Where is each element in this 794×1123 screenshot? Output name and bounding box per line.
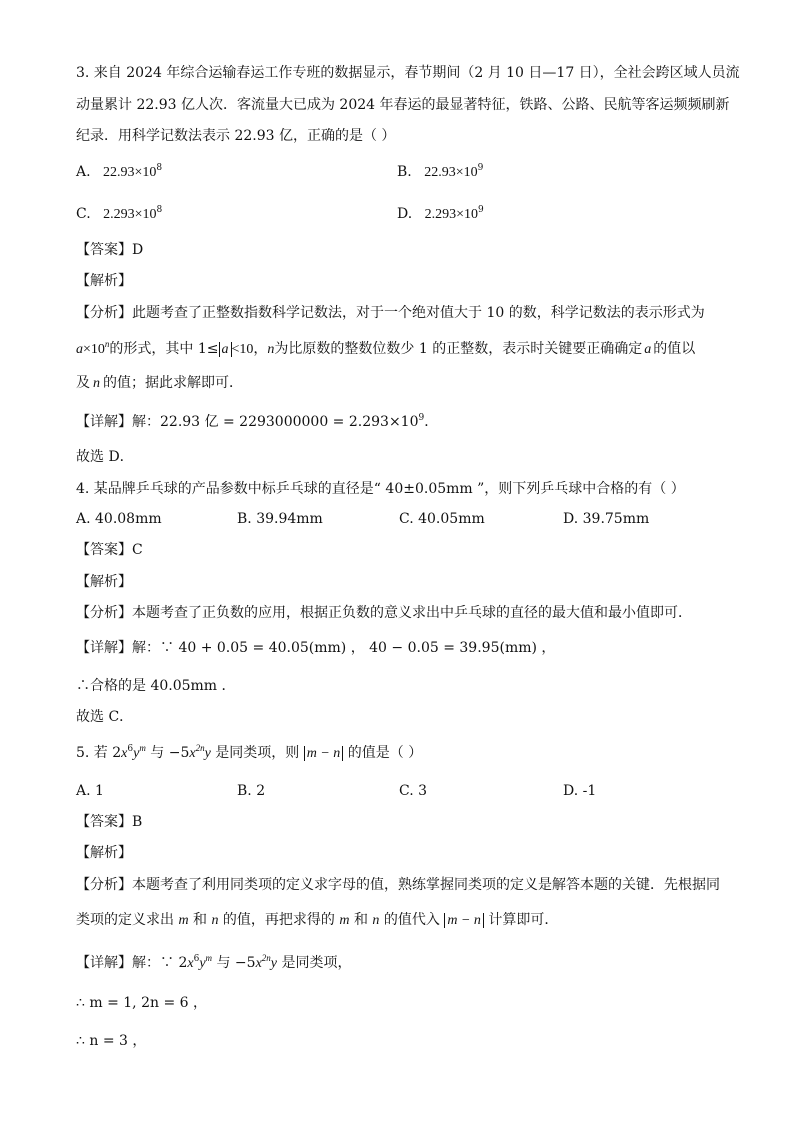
- exp-2n: 2n: [261, 953, 271, 963]
- q5-step-2: ∴ n = 3 ，: [76, 1033, 147, 1049]
- var-y: y: [270, 956, 278, 971]
- text-segment: 和: [188, 912, 212, 928]
- text-segment: 与 −5: [212, 955, 256, 971]
- text-segment: 的值以: [653, 341, 696, 357]
- text-segment: 的值，再把求得的: [218, 912, 340, 928]
- q3-option-b: [397, 161, 483, 184]
- text-segment: 及: [76, 375, 90, 391]
- q5-option-d: D. -1: [563, 783, 597, 799]
- q3-option-b-exp: 9: [477, 163, 484, 173]
- q3-answer: 【答案】D: [76, 242, 144, 258]
- q3-option-a: [76, 161, 162, 184]
- q3-analysis-line-2: [76, 338, 695, 361]
- q5-option-b: B. 2: [237, 783, 266, 799]
- var-n: n: [211, 913, 219, 928]
- q3-option-d-value: 2.293×10: [424, 207, 479, 222]
- q3-stem-line-1: 3. 来自 2024 年综合运输春运工作专班的数据显示，春节期间（2 月 10 日—17 日），全社会跨区域人员流: [76, 65, 740, 81]
- var-x: x: [121, 746, 128, 761]
- text-segment: 是同类项，则: [210, 745, 304, 761]
- q5-analysis-heading: 【解析】: [76, 845, 132, 861]
- q3-option-a-exp: 8: [156, 163, 163, 173]
- q3-option-d-exp: 9: [478, 205, 484, 215]
- text-segment: 为比原数的整数位数少 1 的正整数，表示时关键要正确确定: [274, 341, 643, 357]
- var-n: n: [267, 342, 275, 357]
- abs-m-minus-n: m − n: [444, 913, 484, 928]
- q5-option-a: A. 1: [76, 783, 104, 799]
- q3-option-c-exp: 8: [156, 205, 163, 215]
- text-segment: 类项的定义求出: [76, 912, 179, 928]
- q4-option-c: C. 40.05mm: [399, 511, 485, 527]
- q3-analysis-line-3: [76, 372, 243, 395]
- var-y: y: [204, 746, 211, 761]
- abs-m-minus-n: m − n: [304, 746, 344, 761]
- q4-therefore: ∴合格的是 40.05mm ．: [76, 678, 236, 694]
- var-n: n: [372, 913, 380, 928]
- q5-option-c: C. 3: [399, 783, 428, 799]
- text-segment: 【详解】解：∵ 2: [76, 955, 188, 971]
- exp-9: 9: [418, 413, 425, 423]
- var-a: a: [644, 342, 652, 357]
- var-n: n: [93, 376, 100, 391]
- exp-m: m: [139, 743, 146, 753]
- abs-a: a: [219, 342, 232, 357]
- text-segment: <10，: [231, 342, 268, 357]
- q5-analysis-line-1: 【分析】本题考查了利用同类项的定义求字母的值，熟练掌握同类项的定义是解答本题的关键．先根据同: [76, 877, 720, 893]
- text-segment: 与 −5: [145, 745, 190, 761]
- q4-stem: 4. 某品牌乒乓球的产品参数中标乒乓球的直径是“ 40±0.05mm ”，则下列乒乓球中合格的有（ ）: [76, 481, 685, 497]
- text-segment: ．: [424, 414, 439, 430]
- text-segment: 计算即可．: [483, 912, 559, 928]
- text-segment: 【详解】解：22.93 亿 = 2293000000 = 2.293×10: [76, 414, 419, 430]
- exp-2n: 2n: [195, 743, 205, 753]
- var-x: x: [187, 956, 194, 971]
- text-segment: 的值是（ ）: [343, 745, 423, 761]
- text-segment: 和: [349, 912, 373, 928]
- q5-answer: 【答案】B: [76, 814, 143, 830]
- q4-choose: 故选 C．: [76, 709, 134, 725]
- q3-option-d-label: D.: [397, 206, 413, 222]
- var-x: x: [255, 956, 262, 971]
- q4-answer: 【答案】C: [76, 542, 143, 558]
- q4-detail: 【详解】解：∵ 40 + 0.05 = 40.05(mm) ， 40 − 0.05 = 39.95(mm) ，: [76, 640, 556, 656]
- q3-analysis-heading: 【解析】: [76, 273, 132, 289]
- exp-n: n: [104, 339, 110, 349]
- q3-detail: [76, 411, 438, 433]
- var-m: m: [339, 913, 350, 928]
- q3-option-c-value: 2.293×10: [103, 207, 157, 222]
- q5-stem: [76, 742, 422, 765]
- q5-detail: [76, 952, 351, 975]
- q3-option-a-label: A.: [76, 164, 91, 180]
- q3-stem-line-2: 动量累计 22.93 亿人次．客流量大已成为 2024 年春运的最显著特征，铁路、公路、民航等客运频频刷新: [76, 97, 730, 113]
- var-y: y: [133, 746, 140, 761]
- times-ten: ×10: [83, 342, 105, 357]
- q4-analysis-heading: 【解析】: [76, 574, 132, 590]
- text-segment: 的形式，其中 1≤: [109, 341, 219, 357]
- q4-option-a: A. 40.08mm: [76, 511, 162, 527]
- q3-option-c: [76, 203, 162, 226]
- q5-analysis-line-2: [76, 909, 558, 932]
- exp-m: m: [205, 953, 213, 963]
- text-segment: 的值代入: [379, 912, 445, 928]
- q3-option-b-value: 22.93×10: [424, 165, 478, 180]
- q3-stem-line-3: 纪录．用科学记数法表示 22.93 亿，正确的是（ ）: [76, 128, 396, 144]
- q5-step-1: ∴ m = 1, 2n = 6 ，: [76, 995, 207, 1011]
- q4-analysis-line: 【分析】本题考查了正负数的应用，根据正负数的意义求出中乒乓球的直径的最大值和最小值即可．: [76, 605, 692, 621]
- text-segment: 是同类项，: [277, 955, 352, 971]
- q3-analysis-line-1: 【分析】此题考查了正整数指数科学记数法，对于一个绝对值大于 10 的数，科学记数法的表示形式为: [76, 305, 705, 321]
- q3-option-a-value: 22.93×10: [103, 165, 157, 180]
- var-y: y: [199, 956, 206, 971]
- q3-option-d: [397, 203, 484, 226]
- text-segment: 的值；据此求解即可．: [103, 375, 243, 391]
- q4-option-d: D. 39.75mm: [563, 511, 650, 527]
- var-m: m: [178, 913, 189, 928]
- exp-6: 6: [193, 954, 200, 964]
- q3-option-b-label: B.: [397, 164, 412, 180]
- q3-choose: 故选 D．: [76, 449, 134, 465]
- q4-option-b: B. 39.94mm: [237, 511, 323, 527]
- q3-option-c-label: C.: [76, 206, 91, 222]
- var-x: x: [189, 746, 196, 761]
- var-a: a: [76, 342, 83, 357]
- text-segment: 5. 若 2: [76, 745, 122, 761]
- exp-6: 6: [127, 744, 134, 754]
